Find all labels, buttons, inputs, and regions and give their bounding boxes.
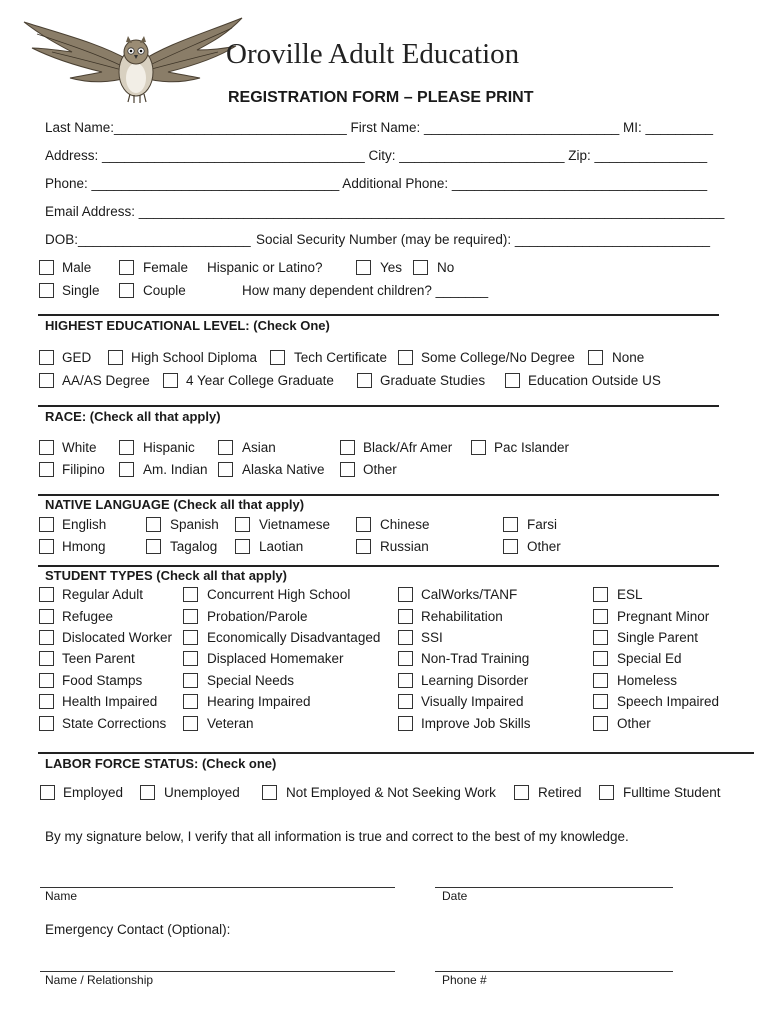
alaska-native-label: Alaska Native xyxy=(242,462,325,477)
hispanic-checkbox[interactable] xyxy=(119,440,134,455)
relationship-label: Name / Relationship xyxy=(45,973,154,987)
language-other-label: Other xyxy=(527,539,561,554)
ssn-field[interactable]: Social Security Number (may be required): __________________________ xyxy=(256,232,711,247)
name-fields-line[interactable]: Last Name:_______________________________ First Name: __________________________ MI: _________ xyxy=(45,120,714,135)
ged-checkbox[interactable] xyxy=(39,350,54,365)
none-label: None xyxy=(612,350,645,365)
chinese-label: Chinese xyxy=(380,517,430,532)
farsi-label: Farsi xyxy=(527,517,557,532)
none-checkbox[interactable] xyxy=(588,350,603,365)
student-type-checkbox[interactable] xyxy=(183,673,198,688)
race-other-label: Other xyxy=(363,462,397,477)
couple-label: Couple xyxy=(143,283,186,298)
female-checkbox[interactable] xyxy=(119,260,134,275)
student-type-label: Single Parent xyxy=(617,630,699,645)
not-seeking-label: Not Employed & Not Seeking Work xyxy=(286,785,496,800)
pac-islander-checkbox[interactable] xyxy=(471,440,486,455)
student-type-label: Health Impaired xyxy=(62,694,158,709)
date-line[interactable] xyxy=(435,887,673,888)
student-type-checkbox[interactable] xyxy=(39,673,54,688)
dependent-children-field[interactable]: How many dependent children? _______ xyxy=(242,283,489,298)
vietnamese-label: Vietnamese xyxy=(259,517,331,532)
verification-statement: By my signature below, I verify that all information is true and correct to the best of my knowledge. xyxy=(45,829,629,844)
chinese-checkbox[interactable] xyxy=(356,517,371,532)
student-type-label: Homeless xyxy=(617,673,678,688)
female-label: Female xyxy=(143,260,189,275)
divider xyxy=(38,405,719,407)
tagalog-label: Tagalog xyxy=(170,539,218,554)
student-type-checkbox[interactable] xyxy=(593,630,608,645)
student-type-checkbox[interactable] xyxy=(398,609,413,624)
english-checkbox[interactable] xyxy=(39,517,54,532)
student-type-label: Economically Disadvantaged xyxy=(207,630,381,645)
hispanic-yes-checkbox[interactable] xyxy=(356,260,371,275)
hs-diploma-checkbox[interactable] xyxy=(108,350,123,365)
white-label: White xyxy=(62,440,97,455)
english-label: English xyxy=(62,517,107,532)
hispanic-no-checkbox[interactable] xyxy=(413,260,428,275)
laotian-label: Laotian xyxy=(259,539,304,554)
language-other-checkbox[interactable] xyxy=(503,539,518,554)
spanish-label: Spanish xyxy=(170,517,219,532)
student-types-section-title: STUDENT TYPES (Check all that apply) xyxy=(45,568,287,583)
phone-label: Phone # xyxy=(442,973,487,987)
student-type-checkbox[interactable] xyxy=(593,609,608,624)
student-type-label: SSI xyxy=(421,630,443,645)
student-type-checkbox[interactable] xyxy=(183,716,198,731)
tech-cert-label: Tech Certificate xyxy=(294,350,388,365)
black-label: Black/Afr Amer xyxy=(363,440,453,455)
vietnamese-checkbox[interactable] xyxy=(235,517,250,532)
student-type-label: Improve Job Skills xyxy=(421,716,531,731)
student-type-checkbox[interactable] xyxy=(593,716,608,731)
yes-label: Yes xyxy=(380,260,403,275)
student-type-checkbox[interactable] xyxy=(183,694,198,709)
russian-label: Russian xyxy=(380,539,429,554)
black-checkbox[interactable] xyxy=(340,440,355,455)
student-type-checkbox[interactable] xyxy=(593,673,608,688)
laotian-checkbox[interactable] xyxy=(235,539,250,554)
dob-field[interactable]: DOB:_______________________ xyxy=(45,232,251,247)
student-type-label: Refugee xyxy=(62,609,114,624)
education-section-title: HIGHEST EDUCATIONAL LEVEL: (Check One) xyxy=(45,318,330,333)
employed-checkbox[interactable] xyxy=(40,785,55,800)
not-seeking-checkbox[interactable] xyxy=(262,785,277,800)
spanish-checkbox[interactable] xyxy=(146,517,161,532)
phone-fields-line[interactable]: Phone: _________________________________ Additional Phone: __________________________________ xyxy=(45,176,708,191)
student-type-label: Teen Parent xyxy=(62,651,135,666)
employed-label: Employed xyxy=(63,785,124,800)
race-other-checkbox[interactable] xyxy=(340,462,355,477)
no-label: No xyxy=(437,260,455,275)
emergency-contact-label: Emergency Contact (Optional): xyxy=(45,922,231,937)
language-section-title: NATIVE LANGUAGE (Check all that apply) xyxy=(45,497,305,512)
student-type-checkbox[interactable] xyxy=(39,609,54,624)
hs-diploma-label: High School Diploma xyxy=(131,350,258,365)
student-type-label: Visually Impaired xyxy=(421,694,524,709)
tagalog-checkbox[interactable] xyxy=(146,539,161,554)
address-fields-line[interactable]: Address: ___________________________________ City: ______________________ Zip: _______________ xyxy=(45,148,708,163)
student-type-checkbox[interactable] xyxy=(39,587,54,602)
student-type-checkbox[interactable] xyxy=(398,694,413,709)
relationship-line[interactable] xyxy=(40,971,395,972)
student-type-label: Learning Disorder xyxy=(421,673,529,688)
edu-outside-us-label: Education Outside US xyxy=(528,373,661,388)
email-field-line[interactable]: Email Address: ______________________________________________________________________________ xyxy=(45,204,725,219)
single-label: Single xyxy=(62,283,100,298)
fulltime-student-checkbox[interactable] xyxy=(599,785,614,800)
asian-label: Asian xyxy=(242,440,276,455)
asian-checkbox[interactable] xyxy=(218,440,233,455)
student-type-label: Veteran xyxy=(207,716,254,731)
student-type-checkbox[interactable] xyxy=(183,587,198,602)
aa-degree-label: AA/AS Degree xyxy=(62,373,150,388)
hispanic-label: Hispanic xyxy=(143,440,195,455)
student-type-label: Special Needs xyxy=(207,673,295,688)
male-label: Male xyxy=(62,260,92,275)
filipino-label: Filipino xyxy=(62,462,105,477)
student-type-label: Concurrent High School xyxy=(207,587,351,602)
grad-studies-checkbox[interactable] xyxy=(357,373,372,388)
hmong-checkbox[interactable] xyxy=(39,539,54,554)
some-college-label: Some College/No Degree xyxy=(421,350,575,365)
pac-islander-label: Pac Islander xyxy=(494,440,570,455)
student-type-label: Regular Adult xyxy=(62,587,144,602)
owl-logo-icon xyxy=(22,14,244,106)
some-college-checkbox[interactable] xyxy=(398,350,413,365)
divider xyxy=(38,314,719,316)
student-type-label: State Corrections xyxy=(62,716,167,731)
student-type-checkbox[interactable] xyxy=(39,716,54,731)
student-type-label: Displaced Homemaker xyxy=(207,651,344,666)
filipino-checkbox[interactable] xyxy=(39,462,54,477)
tech-cert-checkbox[interactable] xyxy=(270,350,285,365)
couple-checkbox[interactable] xyxy=(119,283,134,298)
student-type-checkbox[interactable] xyxy=(593,587,608,602)
grad-studies-label: Graduate Studies xyxy=(380,373,486,388)
hispanic-question: Hispanic or Latino? xyxy=(207,260,323,275)
student-type-label: Dislocated Worker xyxy=(62,630,173,645)
am-indian-checkbox[interactable] xyxy=(119,462,134,477)
student-type-label: Probation/Parole xyxy=(207,609,308,624)
form-title: REGISTRATION FORM – PLEASE PRINT xyxy=(228,89,534,106)
college-grad-label: 4 Year College Graduate xyxy=(186,373,334,388)
student-type-checkbox[interactable] xyxy=(39,694,54,709)
farsi-checkbox[interactable] xyxy=(503,517,518,532)
name-label: Name xyxy=(45,889,78,903)
org-name: Oroville Adult Education xyxy=(226,38,520,70)
alaska-native-checkbox[interactable] xyxy=(218,462,233,477)
student-type-checkbox[interactable] xyxy=(398,651,413,666)
retired-label: Retired xyxy=(538,785,582,800)
white-checkbox[interactable] xyxy=(39,440,54,455)
russian-checkbox[interactable] xyxy=(356,539,371,554)
student-type-checkbox[interactable] xyxy=(398,587,413,602)
student-type-checkbox[interactable] xyxy=(39,630,54,645)
divider xyxy=(38,494,719,496)
student-type-label: Pregnant Minor xyxy=(617,609,710,624)
student-type-checkbox[interactable] xyxy=(398,673,413,688)
student-type-label: Speech Impaired xyxy=(617,694,720,709)
date-label: Date xyxy=(442,889,468,903)
retired-checkbox[interactable] xyxy=(514,785,529,800)
student-type-checkbox[interactable] xyxy=(593,694,608,709)
student-type-label: Hearing Impaired xyxy=(207,694,311,709)
race-section-title: RACE: (Check all that apply) xyxy=(45,409,221,424)
male-checkbox[interactable] xyxy=(39,260,54,275)
unemployed-label: Unemployed xyxy=(164,785,240,800)
divider xyxy=(38,565,719,567)
single-checkbox[interactable] xyxy=(39,283,54,298)
phone-line[interactable] xyxy=(435,971,673,972)
divider xyxy=(38,752,754,754)
fulltime-student-label: Fulltime Student xyxy=(623,785,721,800)
student-type-checkbox[interactable] xyxy=(593,651,608,666)
student-type-checkbox[interactable] xyxy=(39,651,54,666)
am-indian-label: Am. Indian xyxy=(143,462,208,477)
student-type-label: ESL xyxy=(617,587,643,602)
student-type-checkbox[interactable] xyxy=(183,651,198,666)
unemployed-checkbox[interactable] xyxy=(140,785,155,800)
student-type-label: CalWorks/TANF xyxy=(421,587,518,602)
edu-outside-us-checkbox[interactable] xyxy=(505,373,520,388)
student-type-label: Special Ed xyxy=(617,651,682,666)
student-type-label: Other xyxy=(617,716,651,731)
college-grad-checkbox[interactable] xyxy=(163,373,178,388)
aa-degree-checkbox[interactable] xyxy=(39,373,54,388)
student-type-checkbox[interactable] xyxy=(398,630,413,645)
student-type-label: Non-Trad Training xyxy=(421,651,530,666)
student-type-label: Food Stamps xyxy=(62,673,143,688)
labor-section-title: LABOR FORCE STATUS: (Check one) xyxy=(45,756,277,771)
student-type-checkbox[interactable] xyxy=(183,630,198,645)
signature-line[interactable] xyxy=(40,887,395,888)
student-type-checkbox[interactable] xyxy=(398,716,413,731)
hmong-label: Hmong xyxy=(62,539,106,554)
ged-label: GED xyxy=(62,350,92,365)
student-type-label: Rehabilitation xyxy=(421,609,503,624)
student-type-checkbox[interactable] xyxy=(183,609,198,624)
